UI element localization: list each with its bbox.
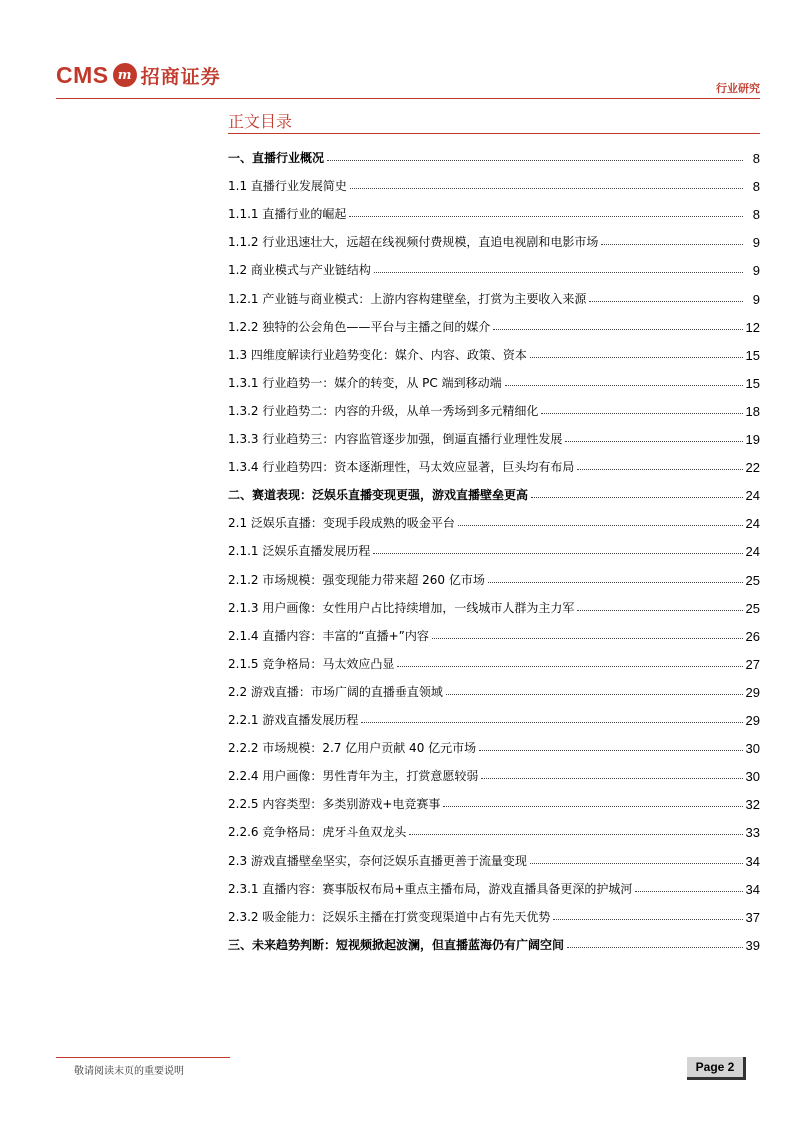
- toc-dot-leader: [567, 947, 743, 948]
- disclaimer-note: 敬请阅读末页的重要说明: [74, 1066, 184, 1077]
- toc-entry-label: 2.1 泛娱乐直播：变现手段成熟的吸金平台: [228, 516, 455, 531]
- toc-entry-page: 15: [745, 347, 760, 363]
- toc-entry-page: 19: [745, 432, 760, 447]
- toc-entry-label: 2.1.3 用户画像：女性用户占比持续增加，一线城市人群为主力军: [228, 600, 575, 615]
- page-number: Page 2: [687, 1057, 746, 1080]
- toc-dot-leader: [479, 750, 742, 751]
- toc-dot-leader: [443, 806, 742, 807]
- toc-dot-leader: [530, 863, 743, 864]
- toc-entry[interactable]: [228, 875, 760, 897]
- toc-entry-page: 12: [745, 319, 760, 335]
- toc-dot-leader: [373, 553, 742, 554]
- toc-entry-page: 18: [745, 403, 760, 419]
- toc-entry[interactable]: [228, 847, 760, 869]
- toc-entry-page: 22: [745, 460, 760, 476]
- toc-entry-label: 1.3.3 行业趋势三：内容监管逐步加强，倒逼直播行业理性发展: [228, 432, 563, 446]
- toc-entry-label: 2.3 游戏直播壁垒坚实，奈何泛娱乐直播更善于流量变现: [228, 853, 527, 868]
- toc-entry[interactable]: [228, 650, 760, 672]
- toc-entry-label: 1.3.4 行业趋势四：资本逐渐理性，马太效应显著，巨头均有布局: [228, 460, 575, 475]
- toc-dot-leader: [589, 301, 743, 302]
- toc-entry-page: 27: [745, 656, 760, 672]
- toc-entry-label: 2.2.2 市场规模：2.7 亿用户贡献 40 亿元市场: [228, 741, 477, 756]
- toc-entry[interactable]: [228, 762, 760, 784]
- toc-entry[interactable]: [228, 453, 760, 475]
- company-logo: [56, 58, 221, 92]
- toc-entry[interactable]: [228, 228, 760, 250]
- page-header: [56, 58, 760, 100]
- toc-entry[interactable]: [228, 509, 760, 531]
- toc-entry[interactable]: [228, 903, 760, 925]
- toc-entry-label: 2.1.5 竞争格局：马太效应凸显: [228, 656, 395, 671]
- toc-entry-label: 1.2.1 产业链与商业模式：上游内容构建壁垒，打赏为主要收入来源: [228, 291, 587, 306]
- toc-entry-label: 2.2 游戏直播：市场广阔的直播垂直领域: [228, 684, 443, 699]
- toc-title-divider: [228, 133, 760, 134]
- toc-entry-page: 30: [745, 741, 760, 757]
- toc-entry[interactable]: [228, 285, 760, 307]
- toc-dot-leader: [577, 610, 742, 611]
- toc-entry-label: 1.3.1 行业趋势一：媒介的转变，从 PC 端到移动端: [228, 375, 502, 390]
- toc-entry-label: 2.2.5 内容类型：多类别游戏+电竞赛事: [228, 797, 441, 812]
- toc-entry[interactable]: [228, 144, 760, 166]
- toc-title: 正文目录: [228, 112, 293, 131]
- toc-entry[interactable]: [228, 537, 760, 559]
- toc-entry[interactable]: [228, 734, 760, 756]
- toc-entry-label: 二、赛道表现：泛娱乐直播变现更强，游戏直播壁垒更高: [228, 488, 529, 503]
- toc-dot-leader: [397, 666, 742, 667]
- toc-entry-label: 三、未来趋势判断：短视频掀起波澜，但直播蓝海仍有广阔空间: [228, 937, 565, 952]
- toc-entry-page: 24: [745, 516, 760, 532]
- toc-entry[interactable]: [228, 425, 760, 447]
- toc-entry[interactable]: [228, 341, 760, 363]
- toc-dot-leader: [432, 638, 743, 639]
- toc-entry-page: 9: [752, 263, 760, 279]
- toc-entry-page: 8: [752, 179, 760, 195]
- toc-entry[interactable]: [228, 397, 760, 419]
- toc-entry-label: 1.1.2 行业迅速壮大，远超在线视频付费规模，直追电视剧和电影市场: [228, 235, 599, 250]
- report-category: 行业研究: [716, 82, 760, 95]
- toc-entry-page: 15: [745, 375, 760, 391]
- toc-entry-label: 2.3.2 吸金能力：泛娱乐主播在打赏变现渠道中占有先天优势: [228, 909, 551, 924]
- toc-entry[interactable]: [228, 256, 760, 278]
- toc-entry[interactable]: [228, 566, 760, 588]
- toc-entry-label: 2.2.4 用户画像：男性青年为主，打赏意愿较弱: [228, 769, 479, 784]
- toc-dot-leader: [446, 694, 743, 695]
- toc-entry-label: 1.3 四维度解读行业趋势变化：媒介、内容、政策、资本: [228, 347, 527, 362]
- toc-entry[interactable]: [228, 790, 760, 812]
- toc-entry-page: 8: [752, 151, 760, 166]
- toc-entry-label: 1.3.2 行业趋势二：内容的升级，从单一秀场到多元精细化: [228, 403, 539, 418]
- logo-text-en: CMS: [56, 61, 109, 88]
- toc-entry-label: 1.2.2 独特的公会角色——平台与主播之间的媒介: [228, 319, 491, 334]
- toc-dot-leader: [458, 525, 743, 526]
- toc-dot-leader: [635, 891, 742, 892]
- toc-entry[interactable]: [228, 481, 760, 503]
- toc-entry-page: 33: [745, 825, 760, 841]
- logo-seal-icon: m: [113, 63, 137, 87]
- toc-entry-page: 25: [745, 572, 760, 588]
- toc-entry-label: 1.1 直播行业发展简史: [228, 179, 347, 194]
- toc-entry-page: 29: [745, 684, 760, 700]
- header-divider: [56, 98, 760, 99]
- toc-dot-leader: [361, 722, 742, 723]
- toc-entry[interactable]: [228, 678, 760, 700]
- toc-entry-label: 2.3.1 直播内容：赛事版权布局+重点主播布局，游戏直播具备更深的护城河: [228, 881, 633, 896]
- toc-entry[interactable]: [228, 313, 760, 335]
- toc-entry[interactable]: [228, 172, 760, 194]
- toc-dot-leader: [493, 329, 742, 330]
- toc-entry-page: 30: [745, 769, 760, 785]
- toc-entry-page: 9: [752, 235, 760, 251]
- toc-entry-page: 37: [745, 909, 760, 925]
- toc-entry-page: 34: [745, 881, 760, 897]
- toc-entry-page: 29: [745, 713, 760, 728]
- toc-entry-label: 2.1.1 泛娱乐直播发展历程: [228, 544, 371, 559]
- toc-entry-label: 一、直播行业概况: [228, 151, 325, 165]
- toc-dot-leader: [350, 188, 743, 189]
- toc-dot-leader: [577, 469, 742, 470]
- logo-text-cn: 招商证券: [140, 65, 221, 88]
- toc-dot-leader: [553, 919, 742, 920]
- toc-entry-label: 2.2.1 游戏直播发展历程: [228, 713, 359, 727]
- toc-dot-leader: [409, 834, 742, 835]
- toc-entry-label: 2.1.2 市场规模：强变现能力带来超 260 亿市场: [228, 572, 485, 587]
- toc-entry[interactable]: [228, 369, 760, 391]
- toc-entry[interactable]: [228, 931, 760, 953]
- toc-entry-page: 25: [745, 600, 760, 616]
- toc-entry-label: 2.2.6 竞争格局：虎牙斗鱼双龙头: [228, 825, 407, 840]
- toc-entry[interactable]: [228, 200, 760, 222]
- toc-entry[interactable]: [228, 818, 760, 840]
- toc-entry-page: 9: [752, 291, 760, 307]
- toc-entry-page: 24: [745, 488, 760, 504]
- toc-entry[interactable]: [228, 622, 760, 644]
- toc-dot-leader: [530, 357, 743, 358]
- toc-dot-leader: [349, 216, 743, 217]
- toc-entry-page: 32: [745, 797, 760, 813]
- toc-dot-leader: [481, 778, 742, 779]
- footer-divider: [56, 1057, 230, 1058]
- toc-entry-page: 24: [745, 544, 760, 560]
- toc-dot-leader: [541, 413, 742, 414]
- toc-entry-label: 1.1.1 直播行业的崛起: [228, 207, 347, 222]
- toc-dot-leader: [374, 272, 743, 273]
- toc-entry-page: 26: [745, 628, 760, 644]
- toc-entry[interactable]: [228, 706, 760, 728]
- toc-entry-page: 8: [752, 207, 760, 223]
- toc-dot-leader: [565, 441, 742, 442]
- toc-entry-page: 39: [745, 937, 760, 953]
- toc-entry[interactable]: [228, 594, 760, 616]
- toc-entry-page: 34: [745, 853, 760, 869]
- toc-dot-leader: [601, 244, 743, 245]
- toc-entry-label: 2.1.4 直播内容：丰富的“直播+”内容: [228, 628, 429, 643]
- toc-dot-leader: [531, 497, 743, 498]
- toc-entry-label: 1.2 商业模式与产业链结构: [228, 263, 371, 278]
- toc-dot-leader: [505, 385, 743, 386]
- toc-dot-leader: [488, 582, 743, 583]
- toc-dot-leader: [327, 160, 743, 161]
